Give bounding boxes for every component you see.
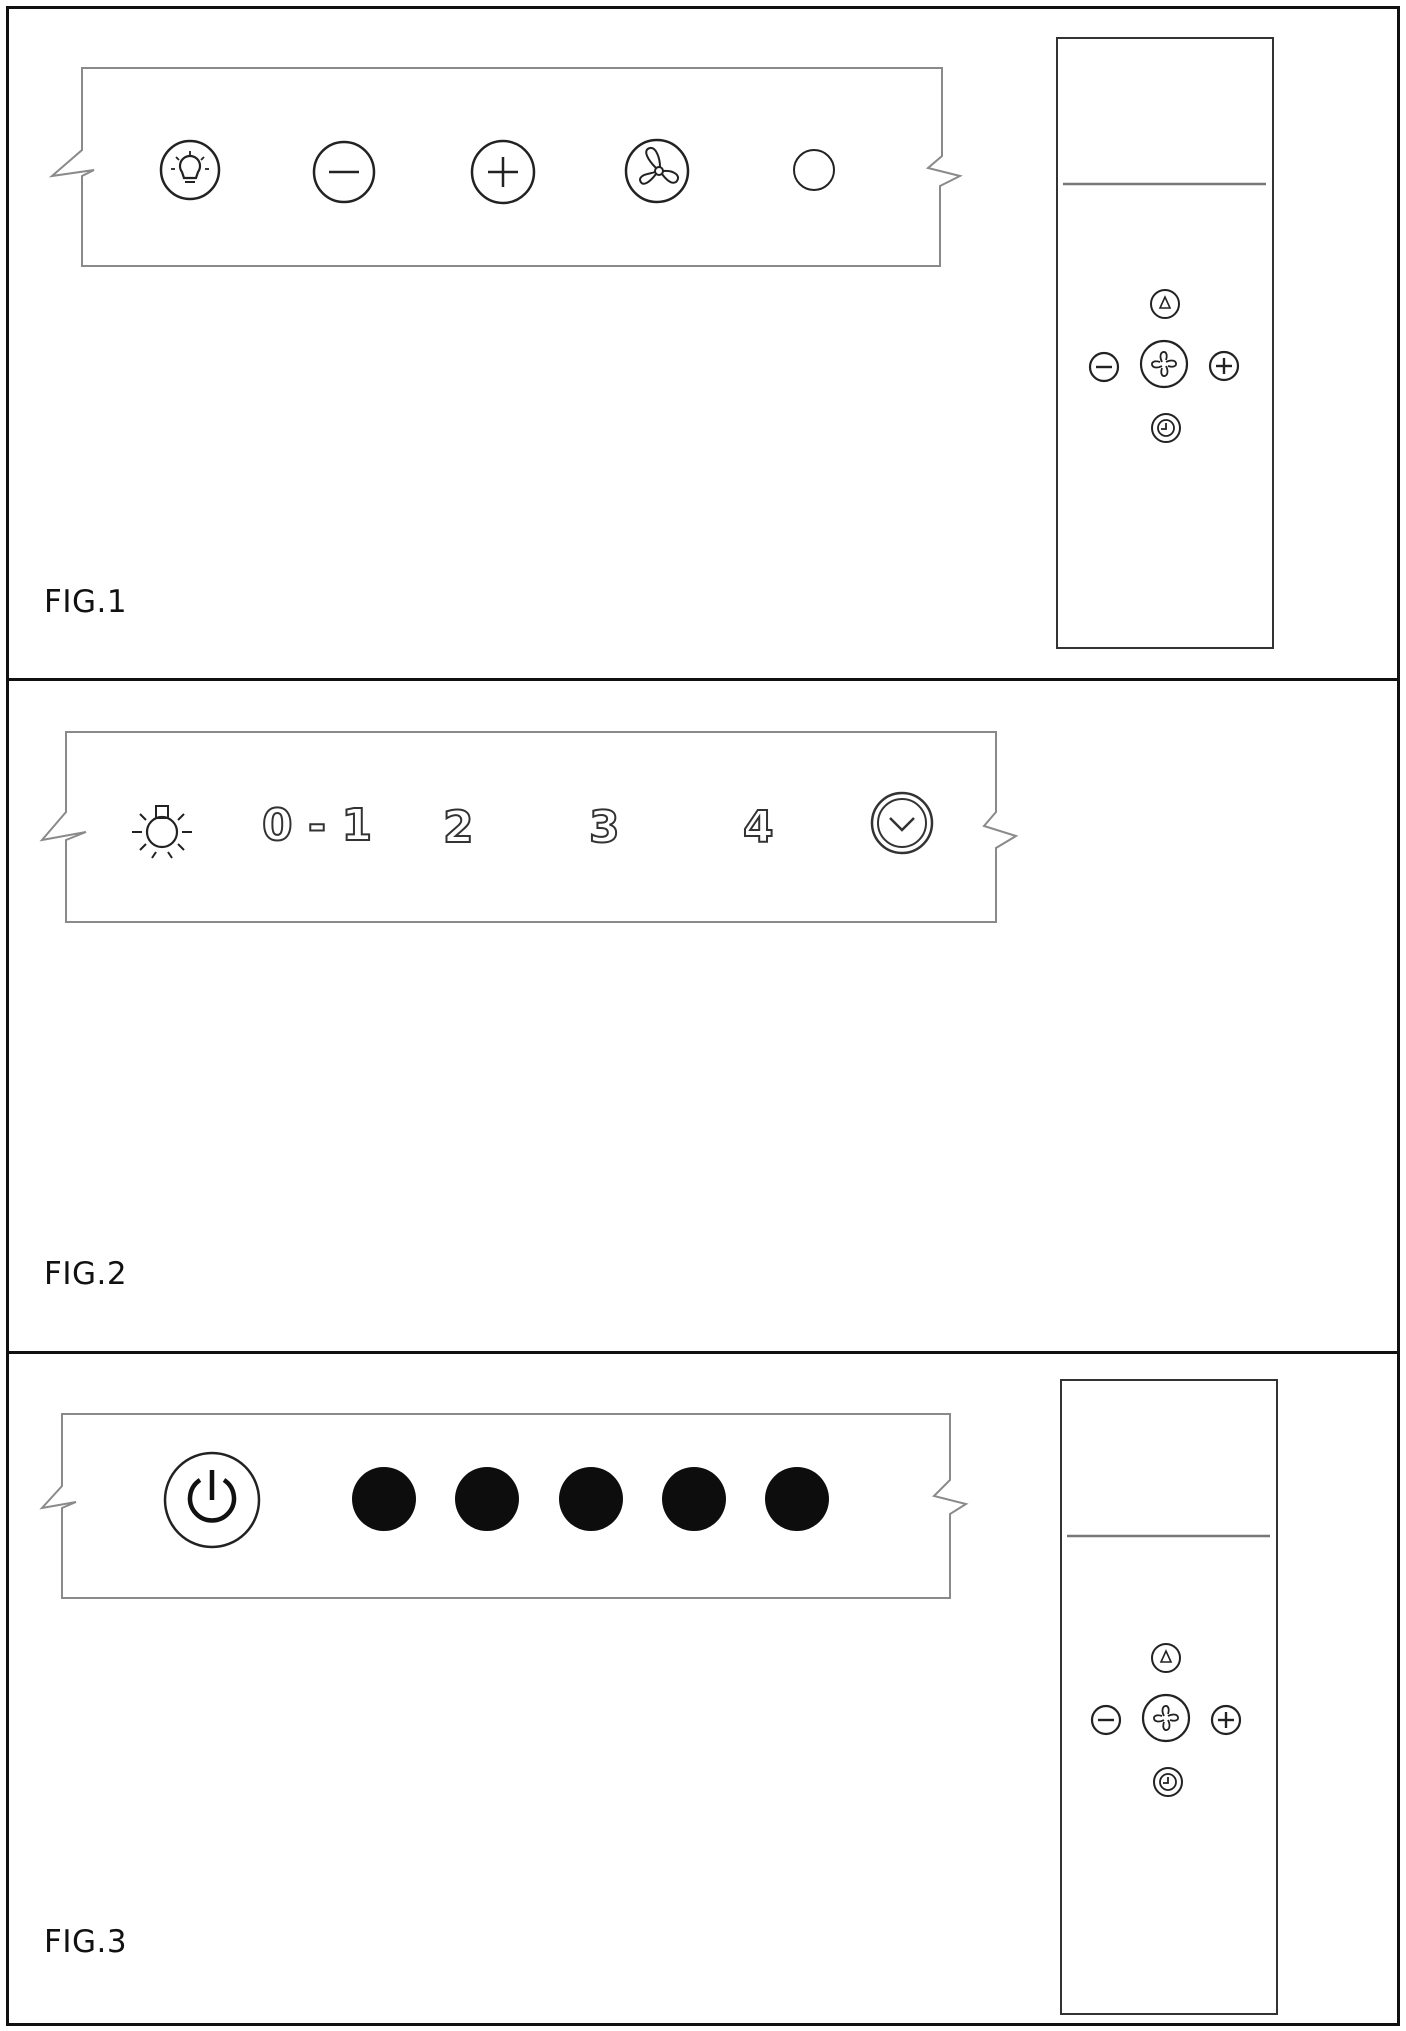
button-dot-icon[interactable]	[455, 1467, 519, 1531]
figure-label: FIG.2	[44, 1256, 128, 1292]
power-icon[interactable]	[165, 1453, 259, 1547]
button-dot-icon[interactable]	[352, 1467, 416, 1531]
button-dot-icon[interactable]	[765, 1467, 829, 1531]
figure-label: FIG.1	[44, 584, 128, 620]
remote-clock-icon[interactable]	[1154, 1768, 1182, 1796]
speed-key-3[interactable]: 3	[589, 802, 620, 853]
speed-key-4[interactable]: 4	[743, 802, 774, 853]
remote-light-icon[interactable]	[1152, 1644, 1180, 1672]
button-dot-icon[interactable]	[662, 1467, 726, 1531]
remote-plus-icon[interactable]	[1212, 1706, 1240, 1734]
remote-control	[1061, 1380, 1277, 2014]
remote-minus-icon[interactable]	[1092, 1706, 1120, 1734]
figure-label: FIG.3	[44, 1924, 128, 1960]
remote-fan-icon[interactable]	[1143, 1695, 1189, 1741]
speed-key-2[interactable]: 2	[443, 802, 474, 853]
button-dot-icon[interactable]	[559, 1467, 623, 1531]
speed-key-0-1[interactable]: 0 - 1	[262, 800, 373, 851]
